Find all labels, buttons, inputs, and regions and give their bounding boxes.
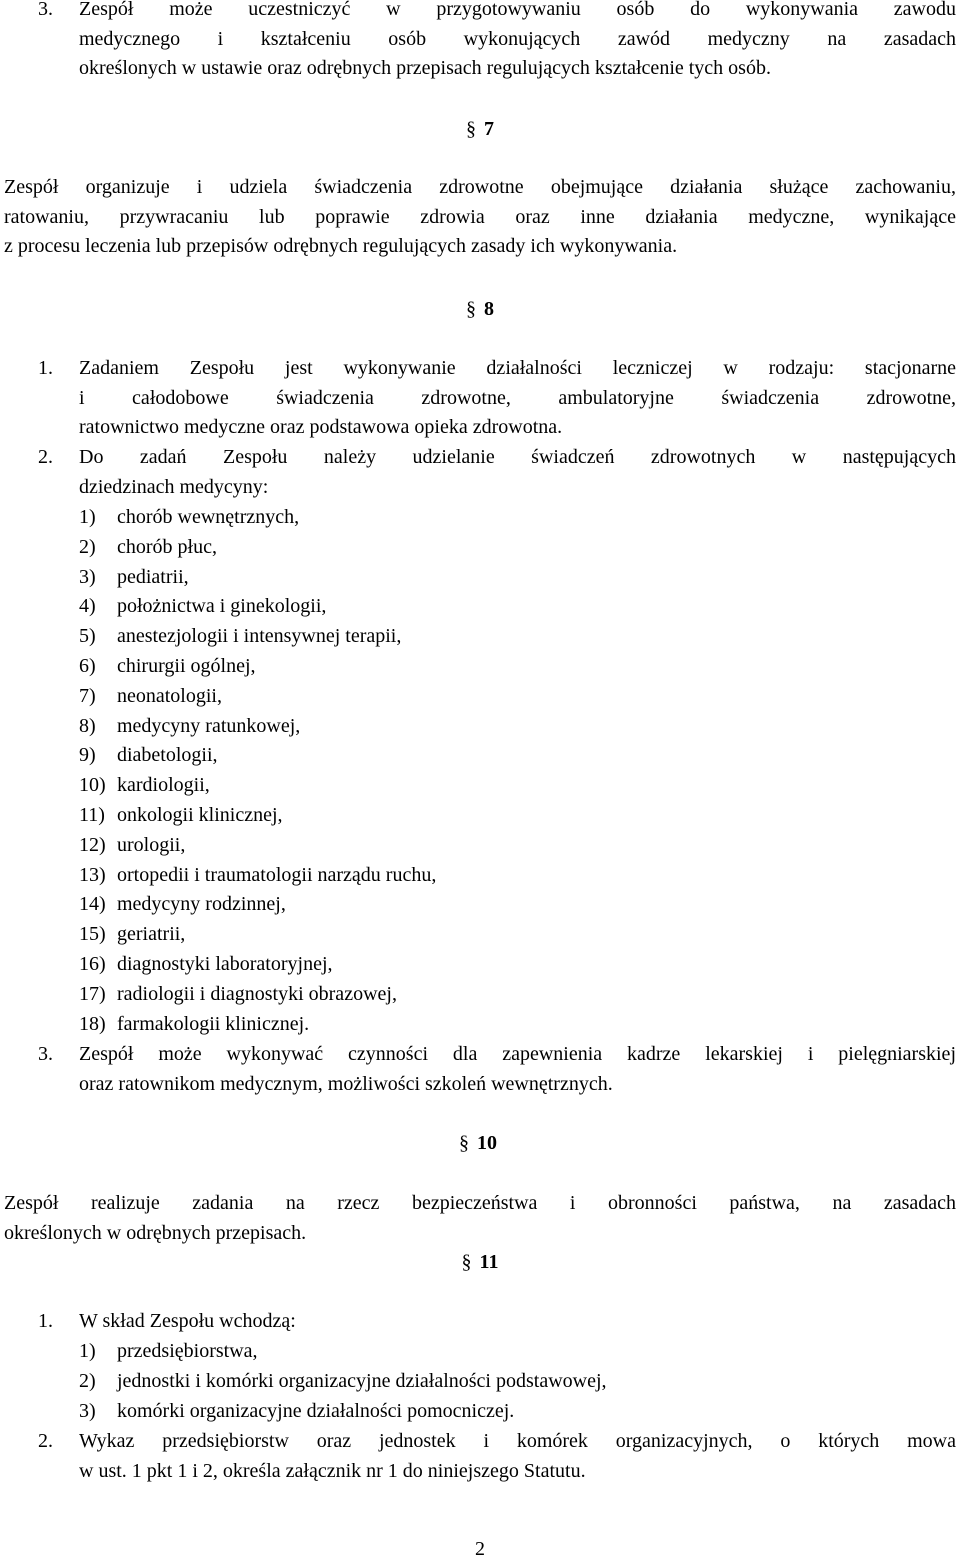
list-item — [79, 1397, 939, 1427]
list-item — [79, 1367, 939, 1397]
intro-item-3 — [38, 0, 956, 84]
section-11-item-2 — [38, 1427, 956, 1486]
item-number: 2. — [38, 1430, 53, 1452]
list-item-text: ortopedii i traumatologii narządu ruchu, — [117, 863, 437, 886]
list-item-number: 1) — [79, 1340, 96, 1362]
list-item-number: 6) — [79, 654, 96, 677]
list-item — [79, 771, 939, 801]
list-item-text: anestezjologii i intensywnej terapii, — [117, 625, 402, 648]
paragraph-symbol: § — [466, 118, 476, 140]
section-heading-11 — [430, 1250, 530, 1274]
list-item-text: chorób płuc, — [117, 535, 217, 558]
list-item-text: diabetologii, — [117, 744, 218, 767]
list-item-text: neonatologii, — [117, 684, 222, 707]
list-item — [79, 950, 939, 980]
list-item — [79, 980, 939, 1010]
text-line: ratownictwo medyczne oraz podstawowa opieka zdrowotna. — [79, 416, 563, 439]
item-number: 1. — [38, 1310, 53, 1332]
list-item — [79, 622, 939, 652]
section-number: 7 — [484, 118, 494, 140]
section-8-item-3 — [38, 1040, 956, 1099]
list-item-text: medycyny rodzinnej, — [117, 893, 286, 916]
text-line: ratowaniu, przywracaniu lub poprawie zdrowia oraz inne działania medyczne, wynikające — [4, 205, 956, 228]
list-item-text: diagnostyki laboratoryjnej, — [117, 952, 333, 975]
list-item-number: 9) — [79, 744, 96, 767]
text-line: Zespół organizuje i udziela świadczenia zdrowotne obejmujące działania służące zachowaniu, — [4, 176, 956, 198]
list-item-text: urologii, — [117, 833, 186, 856]
list-item-number: 11) — [79, 803, 105, 826]
list-item — [79, 920, 939, 950]
list-item-number: 3) — [79, 565, 96, 588]
list-item-text: onkologii klinicznej, — [117, 803, 283, 826]
list-item-number: 2) — [79, 1369, 96, 1392]
list-item — [79, 503, 939, 533]
list-item — [79, 1337, 939, 1367]
text-line: dziedzinach medycyny: — [79, 475, 269, 498]
list-item-text: jednostki i komórki organizacyjne działalności podstawowej, — [117, 1369, 607, 1392]
list-item — [79, 533, 939, 563]
text-line: Do zadań Zespołu należy udzielanie świadczeń zdrowotnych w następujących — [79, 446, 956, 468]
paragraph-symbol: § — [461, 1251, 472, 1273]
item-number: 1. — [38, 357, 53, 379]
composition-list — [79, 1337, 939, 1426]
list-item-text: farmakologii klinicznej. — [117, 1012, 310, 1035]
item-number: 3. — [38, 1043, 53, 1065]
section-number: 11 — [479, 1251, 499, 1273]
text-line: Zespół może uczestniczyć w przygotowywaniu osób do wykonywania zawodu — [79, 0, 956, 20]
list-item — [79, 861, 939, 891]
text-line: medycznego i kształceniu osób wykonujących zawód medyczny na zasadach — [79, 27, 956, 50]
text-line: Wykaz przedsiębiorstw oraz jednostek i komórek organizacyjnych, o których mowa — [79, 1430, 956, 1452]
list-item — [79, 741, 939, 771]
list-item-number: 18) — [79, 1012, 106, 1035]
text-line: w ust. 1 pkt 1 i 2, określa załącznik nr 1 do niniejszego Statutu. — [79, 1459, 586, 1482]
list-item — [79, 592, 939, 622]
section-number: 8 — [484, 298, 494, 320]
section-heading-7 — [430, 117, 530, 141]
list-item — [79, 712, 939, 742]
medical-fields-list — [79, 503, 939, 1039]
list-item-text: chorób wewnętrznych, — [117, 506, 300, 528]
list-item-text: pediatrii, — [117, 565, 189, 588]
section-7-text — [4, 173, 956, 262]
list-item — [79, 563, 939, 593]
list-item — [79, 801, 939, 831]
section-heading-8 — [430, 297, 530, 321]
list-item-number: 10) — [79, 774, 106, 797]
section-8-item-2 — [38, 443, 956, 502]
list-item — [79, 652, 939, 682]
text-line: oraz ratownikom medycznym, możliwości szkoleń wewnętrznych. — [79, 1072, 613, 1095]
list-item — [79, 831, 939, 861]
list-item-number: 2) — [79, 535, 96, 558]
list-item-number: 17) — [79, 982, 106, 1005]
section-8-item-1 — [38, 354, 956, 443]
text-line: z procesu leczenia lub przepisów odrębnych regulujących zasady ich wykonywania. — [4, 235, 678, 258]
section-11-item-1 — [38, 1307, 956, 1337]
list-item-text: medycyny ratunkowej, — [117, 714, 301, 737]
list-item-text: położnictwa i ginekologii, — [117, 595, 327, 618]
list-item-number: 1) — [79, 506, 96, 528]
text-line: Zespół może wykonywać czynności dla zapewnienia kadrze lekarskiej i pielęgniarskiej — [79, 1043, 956, 1065]
section-10-text — [4, 1189, 956, 1248]
list-item-number: 5) — [79, 625, 96, 648]
list-item-text: przedsiębiorstwa, — [117, 1340, 258, 1362]
text-line: określonych w ustawie oraz odrębnych przepisach regulujących kształcenie tych osób. — [79, 57, 771, 80]
item-number: 2. — [38, 446, 53, 468]
section-heading-10 — [428, 1131, 528, 1155]
list-item-text: kardiologii, — [117, 774, 210, 797]
list-item-number: 7) — [79, 684, 96, 707]
text-line: Zespół realizuje zadania na rzecz bezpieczeństwa i obronności państwa, na zasadach — [4, 1192, 956, 1214]
list-item-number: 14) — [79, 893, 106, 916]
list-item-number: 8) — [79, 714, 96, 737]
list-item-number: 3) — [79, 1399, 96, 1422]
list-item-number: 16) — [79, 952, 106, 975]
text-line: Zadaniem Zespołu jest wykonywanie działalności leczniczej w rodzaju: stacjonarne — [79, 357, 956, 379]
item-number: 3. — [38, 0, 53, 20]
list-item — [79, 1010, 939, 1040]
paragraph-symbol: § — [466, 298, 476, 320]
text-line: i całodobowe świadczenia zdrowotne, ambulatoryjne świadczenia zdrowotne, — [79, 386, 956, 409]
page-number: 2 — [475, 1538, 485, 1560]
list-item-text: radiologii i diagnostyki obrazowej, — [117, 982, 397, 1005]
paragraph-symbol: § — [459, 1132, 469, 1154]
list-item-number: 13) — [79, 863, 106, 886]
text-line: określonych w odrębnych przepisach. — [4, 1221, 307, 1244]
list-item-text: geriatrii, — [117, 923, 186, 946]
list-item-number: 4) — [79, 595, 96, 618]
list-item-number: 15) — [79, 923, 106, 946]
list-item-text: chirurgii ogólnej, — [117, 654, 256, 677]
text-line: W skład Zespołu wchodzą: — [79, 1310, 296, 1332]
list-item-text: komórki organizacyjne działalności pomocniczej. — [117, 1399, 515, 1422]
list-item-number: 12) — [79, 833, 106, 856]
section-number: 10 — [477, 1132, 497, 1154]
list-item — [79, 890, 939, 920]
list-item — [79, 682, 939, 712]
